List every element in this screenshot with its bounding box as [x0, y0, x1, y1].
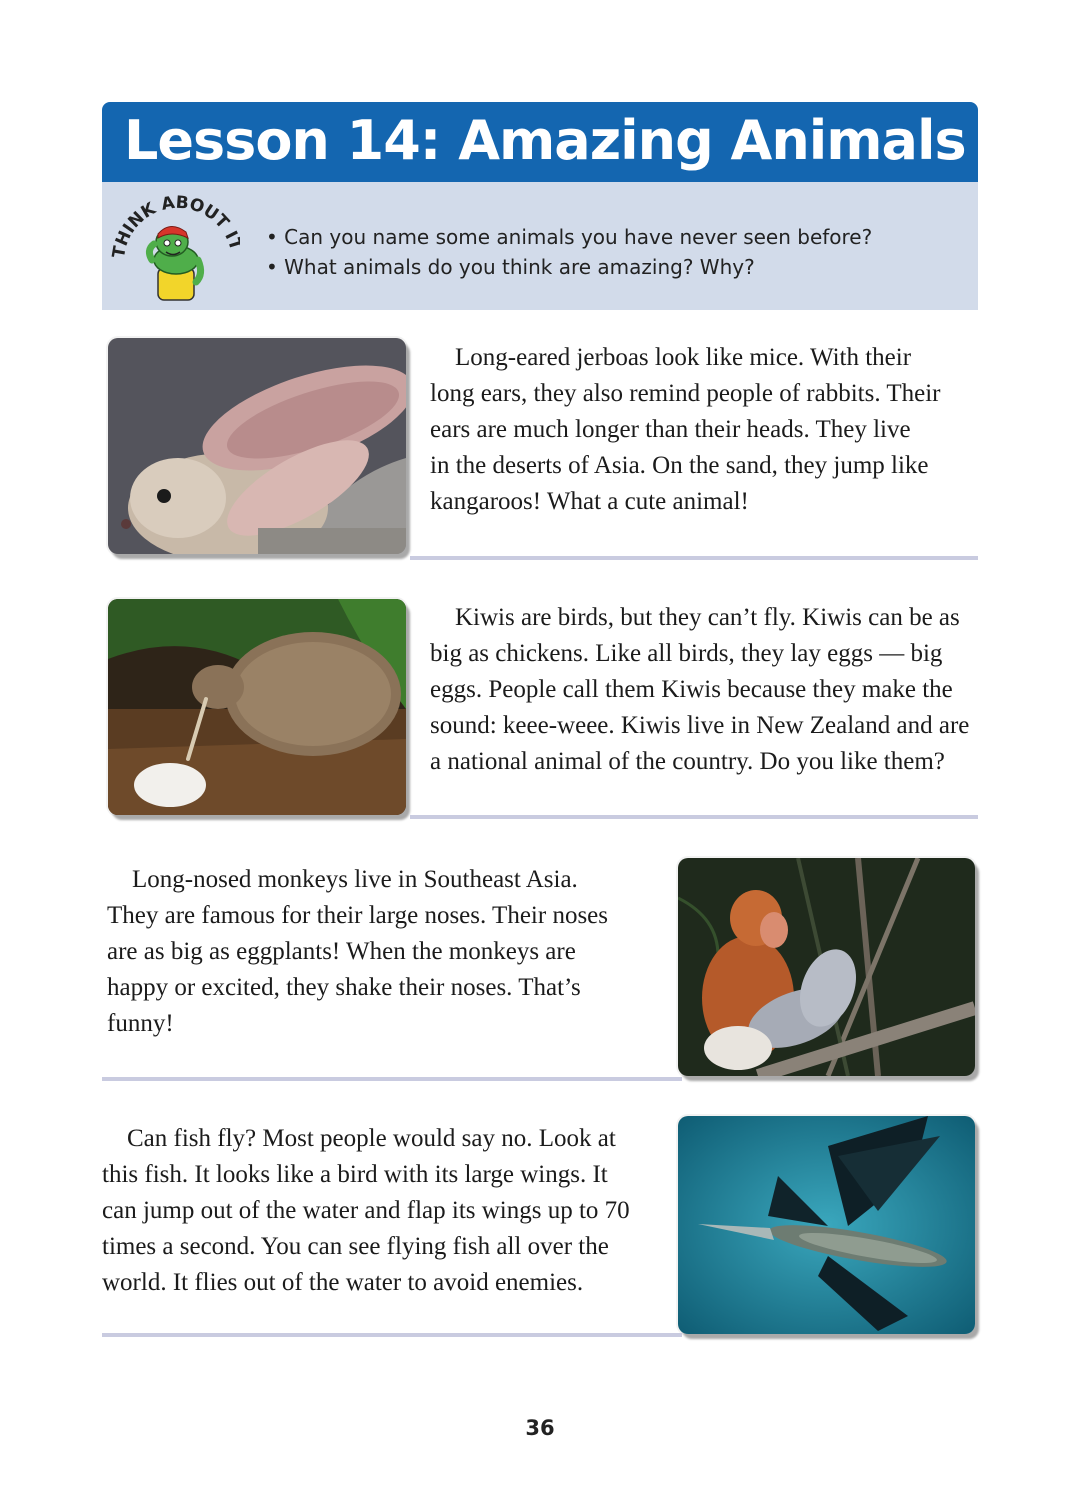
- text-line: eggs. People call them Kiwis because they make the: [430, 676, 953, 703]
- text-line: ears are much longer than their heads. They live: [430, 416, 911, 443]
- text-line: are as big as eggplants! When the monkeys are: [107, 938, 576, 965]
- page-number: 36: [525, 1416, 555, 1440]
- section-divider: [102, 1077, 682, 1081]
- kiwi-photo: [108, 599, 406, 815]
- text-line: world. It flies out of the water to avoid enemies.: [102, 1269, 584, 1296]
- lesson-header: [102, 102, 978, 182]
- text-line: Kiwis are birds, but they can’t fly. Kiwis can be as: [430, 604, 960, 631]
- text-line: funny!: [107, 1010, 174, 1037]
- section-divider: [410, 556, 978, 560]
- text-line: times a second. You can see flying fish all over the: [102, 1233, 609, 1260]
- flying-fish-photo: [678, 1116, 975, 1334]
- text-line: Long-eared jerboas look like mice. With their: [430, 344, 912, 371]
- text-line: in the deserts of Asia. On the sand, they jump like: [430, 452, 929, 479]
- discussion-questions: [266, 222, 872, 282]
- section-divider: [102, 1333, 682, 1337]
- monkey-photo: [678, 858, 975, 1076]
- section-divider: [410, 815, 978, 819]
- flying-fish-paragraph: [102, 1121, 672, 1301]
- text-line: sound: keee-weee. Kiwis live in New Zealand and are: [430, 712, 970, 739]
- text-line: a national animal of the country. Do you like them?: [430, 748, 945, 775]
- text-line: Long-nosed monkeys live in Southeast Asia.: [107, 866, 578, 893]
- lesson-title: Lesson 14: Amazing Animals: [124, 109, 966, 172]
- jerboa-paragraph: [430, 340, 970, 520]
- text-line: Can fish fly? Most people would say no. Look at: [102, 1125, 616, 1152]
- kiwi-paragraph: [430, 600, 978, 780]
- jerboa-photo: [108, 338, 406, 554]
- monkey-paragraph: [107, 862, 667, 1042]
- text-line: happy or excited, they shake their noses. That’s: [107, 974, 581, 1001]
- text-line: They are famous for their large noses. Their noses: [107, 902, 609, 929]
- think-about-it-badge: [110, 190, 240, 305]
- text-line: can jump out of the water and flap its wings up to 70: [102, 1197, 630, 1224]
- text-line: this fish. It looks like a bird with its large wings. It: [102, 1161, 608, 1188]
- think-about-it-panel: [102, 182, 978, 310]
- text-line: big as chickens. Like all birds, they lay eggs — big: [430, 640, 943, 667]
- text-line: kangaroos! What a cute animal!: [430, 488, 749, 515]
- question-item: • What animals do you think are amazing? Why?: [266, 255, 755, 279]
- text-line: long ears, they also remind people of rabbits. Their: [430, 380, 941, 407]
- badge-text: THINK ABOUT I: [110, 192, 240, 260]
- question-item: • Can you name some animals you have never seen before?: [266, 225, 873, 249]
- mascot-icon: [149, 226, 200, 300]
